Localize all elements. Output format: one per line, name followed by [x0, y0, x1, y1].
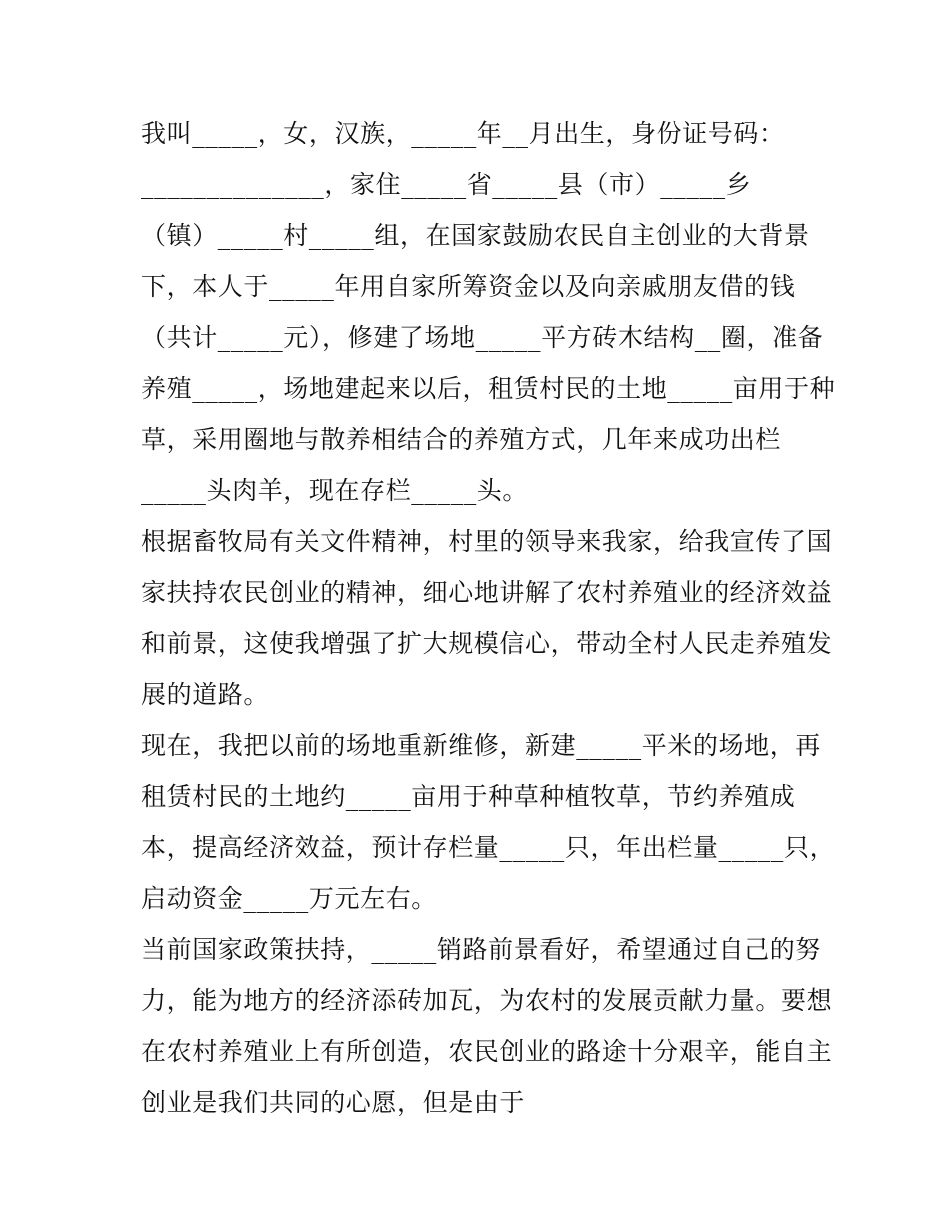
text-line: 养殖_____，场地建起来以后，租赁村民的土地_____亩用于种 — [141, 374, 836, 403]
text-line: ______________，家住_____省_____县（市）_____乡 — [141, 170, 752, 199]
text-line: 启动资金_____万元左右。 — [141, 884, 437, 913]
paragraph-policy — [141, 516, 831, 720]
text-line: （镇）_____村_____组，在国家鼓励农民自主创业的大背景 — [141, 221, 810, 250]
text-line: （共计_____元），修建了场地_____平方砖木结构__圈，准备 — [141, 323, 824, 352]
text-line: 力，能为地方的经济添砖加瓦，为农村的发展贡献力量。要想 — [141, 986, 833, 1015]
text-line: 根据畜牧局有关文件精神，村里的领导来我家，给我宣传了国 — [141, 527, 833, 556]
paragraph-plan — [141, 720, 836, 924]
paragraph-outlook — [141, 924, 831, 1128]
text-line: 草，采用圈地与散养相结合的养殖方式，几年来成功出栏 — [141, 425, 782, 454]
text-line: 本，提高经济效益，预计存栏量_____只，年出栏量_____只， — [141, 833, 836, 862]
text-line: 展的道路。 — [141, 680, 270, 709]
text-line: _____头肉羊，现在存栏_____头。 — [141, 476, 529, 505]
text-line: 租赁村民的土地约_____亩用于种草种植牧草，节约养殖成 — [141, 782, 796, 811]
text-line: 家扶持农民创业的精神，细心地讲解了农村养殖业的经济效益 — [141, 578, 833, 607]
text-line: 我叫_____，女，汉族，_____年__月出生，身份证号码： — [141, 119, 785, 148]
text-line: 现在，我把以前的场地重新维修，新建_____平米的场地，再 — [141, 731, 821, 760]
text-line: 当前国家政策扶持，_____销路前景看好，希望通过自己的努 — [141, 935, 821, 964]
text-line: 创业是我们共同的心愿，但是由于 — [141, 1088, 526, 1117]
document-body — [141, 108, 836, 1128]
paragraph-personal-info — [141, 108, 836, 516]
text-line: 在农村养殖业上有所创造，农民创业的路途十分艰辛，能自主 — [141, 1037, 833, 1066]
text-line: 下，本人于_____年用自家所筹资金以及向亲戚朋友借的钱 — [141, 272, 796, 301]
text-line: 和前景，这使我增强了扩大规模信心，带动全村人民走养殖发 — [141, 629, 833, 658]
